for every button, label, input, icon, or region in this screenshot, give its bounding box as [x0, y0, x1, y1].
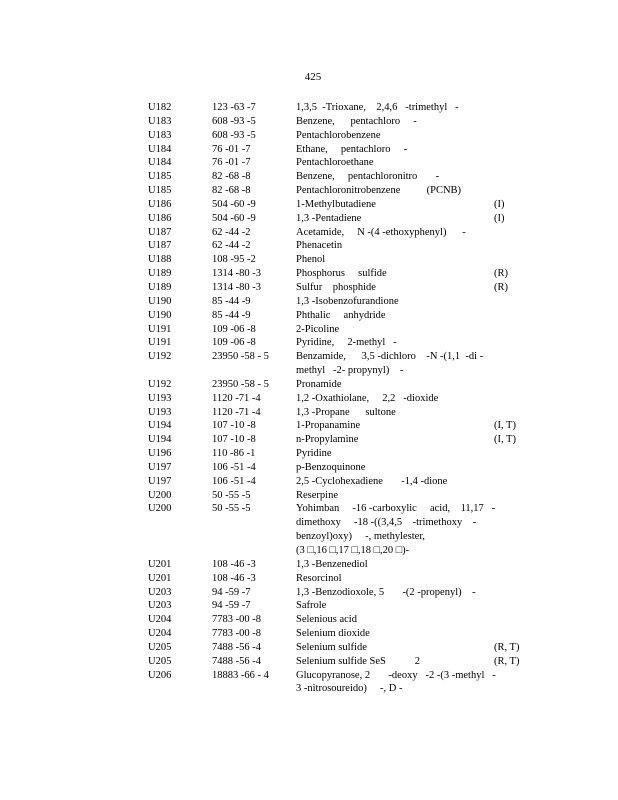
- substance-name-line: Benzamide, 3,5 -dichloro -N -(1,1 -di -: [296, 351, 484, 363]
- cas-number: 7783 -00 -8: [212, 628, 261, 640]
- waste-code: U205: [148, 641, 172, 653]
- cas-number: 76 -01 -7: [212, 157, 251, 169]
- cas-number: 94 -59 -7: [212, 600, 251, 612]
- table-row: [148, 239, 528, 253]
- table-row: [148, 198, 528, 212]
- substance-name: [296, 184, 494, 198]
- substance-name-line: Pentachloroethane: [296, 157, 374, 169]
- table-row: [148, 115, 528, 129]
- waste-code: U191: [148, 323, 172, 335]
- substance-name-line: Pentachlorobenzene: [296, 129, 381, 141]
- cas-number: 18883 -66 - 4: [212, 669, 269, 681]
- cas-number: 123 -63 -7: [212, 102, 256, 113]
- cas-number: 108 -46 -3: [212, 572, 256, 584]
- table-row: [148, 419, 528, 433]
- cas-number: 608 -93 -5: [212, 129, 256, 141]
- substance-name-line: 1,3 -Isobenzofurandione: [296, 295, 399, 307]
- waste-code: U185: [148, 171, 172, 183]
- substance-name-line: Pentachloronitrobenzene (PCNB): [296, 185, 462, 197]
- waste-code: U188: [148, 254, 172, 266]
- substance-name: [296, 447, 494, 461]
- substance-name: [296, 295, 494, 309]
- hazard-basis: (R, T): [494, 641, 520, 653]
- table-row: [148, 572, 528, 586]
- waste-code: U193: [148, 406, 172, 418]
- hazard-basis: (I): [494, 212, 505, 224]
- waste-code: U192: [148, 378, 172, 390]
- cas-number: 50 -55 -5: [212, 503, 251, 515]
- cas-number: 7488 -56 -4: [212, 641, 261, 653]
- cas-number: 107 -10 -8: [212, 420, 256, 432]
- substance-name: [296, 129, 494, 143]
- cas-number: 608 -93 -5: [212, 115, 256, 127]
- substance-name-line: benzoyl)oxy) -, methylester,: [296, 531, 426, 543]
- substance-name-line: p-Benzoquinone: [296, 461, 366, 473]
- substance-name: [296, 212, 494, 226]
- waste-code: U187: [148, 240, 172, 252]
- substance-name: [296, 336, 494, 350]
- cas-number: 82 -68 -8: [212, 171, 251, 183]
- hazard-basis: (I, T): [494, 420, 516, 432]
- substance-name-line: methyl -2- propynyl) -: [296, 365, 404, 377]
- table-row: [148, 212, 528, 226]
- table-row: [148, 143, 528, 157]
- substance-name: [296, 461, 494, 475]
- table-row: [148, 309, 528, 323]
- substance-name-line: (3 □,16 □,17 □,18 □,20 □)-: [296, 545, 410, 556]
- substance-name: [296, 115, 494, 129]
- table-row: [148, 447, 528, 461]
- substance-name-line: 1-Propanamine: [296, 420, 361, 432]
- substance-name: [296, 281, 494, 295]
- table-row: [148, 406, 528, 420]
- table-row: [148, 655, 528, 669]
- waste-code: U189: [148, 268, 172, 280]
- table-row: [148, 129, 528, 143]
- substance-name-line: Selenious acid: [296, 614, 357, 626]
- hazard-basis: (R, T): [494, 655, 520, 667]
- substance-name: [296, 433, 494, 447]
- substance-name-line: 1,3 -Benzodioxole, 5 -(2 -propenyl) -: [296, 586, 476, 598]
- substance-name-line: Pronamide: [296, 378, 342, 390]
- waste-code: U194: [148, 434, 172, 446]
- substance-name: [296, 502, 494, 557]
- table-row: [148, 558, 528, 572]
- substance-name-line: 1,3 -Pentadiene: [296, 212, 362, 224]
- table-row: [148, 461, 528, 475]
- substance-name-line: 1-Methylbutadiene: [296, 198, 376, 210]
- hazard-basis: (I): [494, 198, 505, 210]
- waste-code: U196: [148, 448, 172, 460]
- waste-code: U197: [148, 461, 172, 473]
- cas-number: 504 -60 -9: [212, 212, 256, 224]
- substance-name: [296, 627, 494, 641]
- substance-name: [296, 156, 494, 170]
- hazardous-waste-table: [148, 101, 528, 696]
- cas-number: 108 -46 -3: [212, 558, 256, 570]
- waste-code: U206: [148, 669, 172, 681]
- table-row: [148, 641, 528, 655]
- cas-number: 106 -51 -4: [212, 475, 256, 487]
- cas-number: 109 -06 -8: [212, 323, 256, 335]
- cas-number: 7783 -00 -8: [212, 614, 261, 626]
- waste-code: U182: [148, 102, 172, 113]
- cas-number: 1120 -71 -4: [212, 406, 261, 418]
- page-number: 425: [304, 71, 322, 83]
- substance-name-line: 1,2 -Oxathiolane, 2,2 -dioxide: [296, 392, 439, 404]
- substance-name-line: Benzene, pentachloro -: [296, 115, 417, 127]
- waste-code: U183: [148, 129, 172, 141]
- waste-code: U192: [148, 351, 172, 363]
- waste-code: U190: [148, 295, 172, 307]
- waste-code: U186: [148, 212, 172, 224]
- table-row: [148, 350, 528, 378]
- hazard-basis: (I, T): [494, 434, 516, 446]
- substance-name-line: 2,5 -Cyclohexadiene -1,4 -dione: [296, 475, 448, 487]
- table-row: [148, 669, 528, 697]
- waste-code: U184: [148, 157, 172, 169]
- waste-code: U204: [148, 614, 172, 626]
- waste-code: U203: [148, 600, 172, 612]
- substance-name: [296, 350, 494, 378]
- substance-name: [296, 226, 494, 240]
- waste-code: U201: [148, 558, 172, 570]
- table-row: [148, 226, 528, 240]
- substance-name: [296, 170, 494, 184]
- cas-number: 108 -95 -2: [212, 254, 256, 266]
- cas-number: 62 -44 -2: [212, 226, 251, 238]
- table-row: [148, 613, 528, 627]
- substance-name-line: Phenol: [296, 254, 326, 266]
- waste-code: U183: [148, 115, 172, 127]
- table-row: [148, 253, 528, 267]
- substance-name: [296, 392, 494, 406]
- waste-code: U200: [148, 489, 172, 501]
- substance-name-line: Phthalic anhydride: [296, 309, 386, 321]
- table-row: [148, 475, 528, 489]
- cas-number: 110 -86 -1: [212, 448, 256, 460]
- substance-name-line: Glucopyranose, 2 -deoxy -2 -(3 -methyl -: [296, 669, 496, 681]
- substance-name: [296, 406, 494, 420]
- substance-name-line: Selenium sulfide: [296, 641, 367, 653]
- cas-number: 107 -10 -8: [212, 434, 256, 446]
- waste-code: U193: [148, 392, 172, 404]
- substance-name: [296, 669, 494, 697]
- cas-number: 85 -44 -9: [212, 295, 251, 307]
- substance-name: [296, 253, 494, 267]
- table-row: [148, 156, 528, 170]
- table-row: [148, 489, 528, 503]
- table-row: [148, 184, 528, 198]
- hazard-basis: (R): [494, 268, 508, 280]
- table-row: [148, 281, 528, 295]
- cas-number: 23950 -58 - 5: [212, 351, 269, 363]
- waste-code: U191: [148, 337, 172, 349]
- cas-number: 106 -51 -4: [212, 461, 256, 473]
- table-row: [148, 378, 528, 392]
- waste-code: U205: [148, 655, 172, 667]
- waste-code: U200: [148, 503, 172, 515]
- cas-number: 50 -55 -5: [212, 489, 251, 501]
- substance-name: [296, 267, 494, 281]
- table-row: [148, 502, 528, 557]
- table-row: [148, 627, 528, 641]
- substance-name: [296, 558, 494, 572]
- waste-code: U194: [148, 420, 172, 432]
- substance-name-line: Resorcinol: [296, 572, 342, 584]
- substance-name: [296, 378, 494, 392]
- substance-name: [296, 475, 494, 489]
- substance-name-line: Selenium dioxide: [296, 628, 370, 640]
- substance-name-line: 2-Picoline: [296, 323, 340, 335]
- waste-code: U186: [148, 198, 172, 210]
- table-row: [148, 295, 528, 309]
- substance-name-line: Phenacetin: [296, 240, 343, 252]
- substance-name: [296, 586, 494, 600]
- cas-number: 7488 -56 -4: [212, 655, 261, 667]
- substance-name: [296, 198, 494, 212]
- cas-number: 62 -44 -2: [212, 240, 251, 252]
- cas-number: 1120 -71 -4: [212, 392, 261, 404]
- table-row: [148, 336, 528, 350]
- substance-name-line: 1,3 -Benzenediol: [296, 558, 368, 570]
- substance-name-line: n-Propylamine: [296, 434, 359, 446]
- table-row: [148, 392, 528, 406]
- table-row: [148, 101, 528, 115]
- cas-number: 85 -44 -9: [212, 309, 251, 321]
- substance-name-line: Acetamide, N -(4 -ethoxyphenyl) -: [296, 226, 466, 238]
- substance-name: [296, 641, 494, 655]
- table-row: [148, 170, 528, 184]
- cas-number: 76 -01 -7: [212, 143, 251, 155]
- cas-number: 94 -59 -7: [212, 586, 251, 598]
- substance-name-line: 3 -nitrosoureido) -, D -: [296, 683, 403, 695]
- cas-number: 82 -68 -8: [212, 185, 251, 197]
- substance-name-line: dimethoxy -18 -((3,4,5 -trimethoxy -: [296, 517, 477, 529]
- substance-name-line: Pyridine, 2-methyl -: [296, 337, 397, 349]
- substance-name: [296, 101, 494, 115]
- waste-code: U189: [148, 281, 172, 293]
- substance-name: [296, 309, 494, 323]
- substance-name: [296, 323, 494, 337]
- table-row: [148, 323, 528, 337]
- substance-name-line: Reserpine: [296, 489, 338, 501]
- substance-name: [296, 599, 494, 613]
- hazard-basis: (R): [494, 281, 508, 293]
- substance-name: [296, 655, 494, 669]
- substance-name-line: Yohimban -16 -carboxylic acid, 11,17 -: [296, 503, 496, 515]
- waste-code: U190: [148, 309, 172, 321]
- substance-name-line: Safrole: [296, 600, 327, 612]
- substance-name: [296, 489, 494, 503]
- table-row: [148, 586, 528, 600]
- substance-name-line: 1,3,5 -Trioxane, 2,4,6 -trimethyl -: [296, 102, 459, 113]
- table-row: [148, 599, 528, 613]
- waste-code: U197: [148, 475, 172, 487]
- cas-number: 23950 -58 - 5: [212, 378, 269, 390]
- substance-name-line: Sulfur phosphide: [296, 281, 376, 293]
- waste-code: U204: [148, 628, 172, 640]
- waste-code: U184: [148, 143, 172, 155]
- waste-code: U203: [148, 586, 172, 598]
- substance-name-line: 1,3 -Propane sultone: [296, 406, 396, 418]
- substance-name: [296, 613, 494, 627]
- substance-name: [296, 143, 494, 157]
- cas-number: 1314 -80 -3: [212, 281, 261, 293]
- substance-name: [296, 239, 494, 253]
- substance-name-line: Benzene, pentachloronitro -: [296, 171, 440, 183]
- waste-code: U201: [148, 572, 172, 584]
- waste-code: U187: [148, 226, 172, 238]
- substance-name: [296, 572, 494, 586]
- substance-name-line: Phosphorus sulfide: [296, 268, 387, 280]
- substance-name-line: Selenium sulfide SeS 2: [296, 655, 420, 667]
- cas-number: 109 -06 -8: [212, 337, 256, 349]
- substance-name-line: Pyridine: [296, 448, 332, 460]
- table-row: [148, 433, 528, 447]
- cas-number: 504 -60 -9: [212, 198, 256, 210]
- substance-name: [296, 419, 494, 433]
- substance-name-line: Ethane, pentachloro -: [296, 143, 408, 155]
- table-row: [148, 267, 528, 281]
- cas-number: 1314 -80 -3: [212, 268, 261, 280]
- waste-code: U185: [148, 185, 172, 197]
